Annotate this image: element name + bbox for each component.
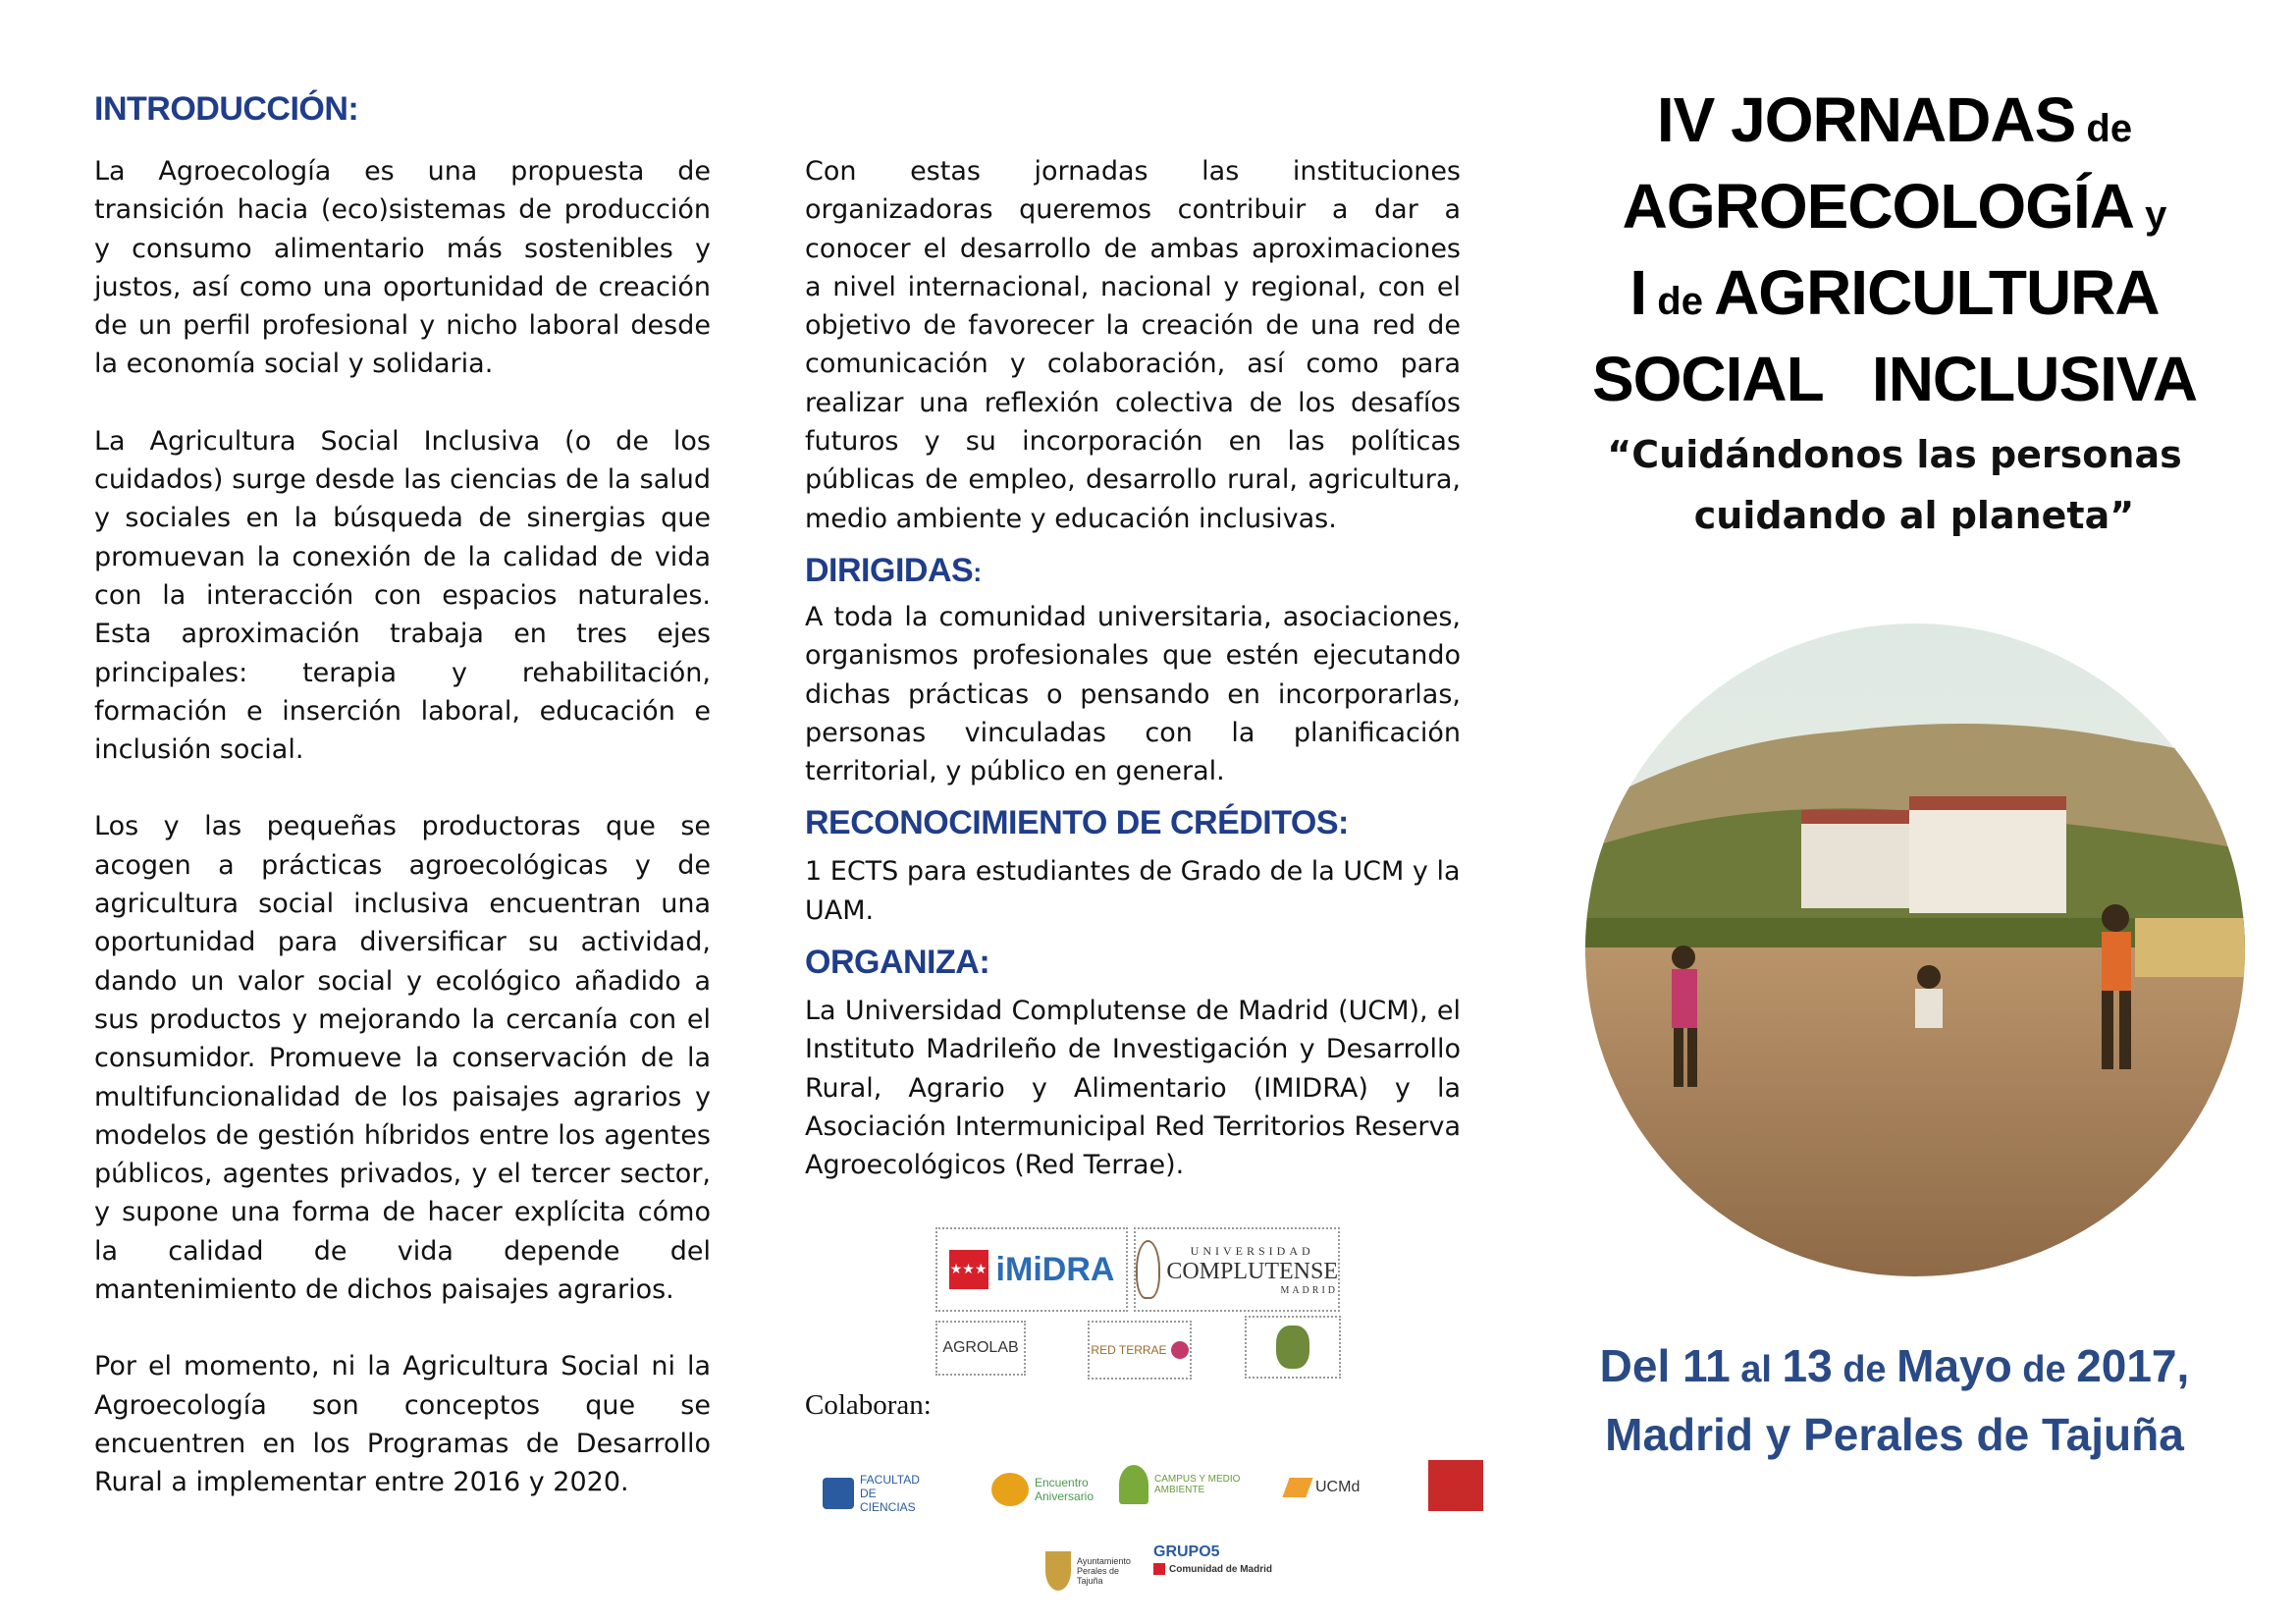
title-line-1: IV JORNADAS de <box>1656 84 2133 155</box>
ayuntamiento-logo: Ayuntamiento Perales de Tajuña <box>1045 1551 1136 1591</box>
title-line-3: I de AGRICULTURA <box>1629 257 2160 328</box>
details-column <box>805 152 1461 1185</box>
colaboran-label: Colaboran: <box>805 1389 932 1421</box>
leaf-emblem-icon <box>1276 1326 1309 1369</box>
red-terrae-logo <box>1088 1321 1192 1380</box>
dirigidas-heading: DIRIGIDAS: <box>805 551 982 589</box>
dirigidas-text: A toda la comunidad universitaria, asociaciones, organismos profesionales que estén ejecutando dichas prácticas o pensando en incorporarlas, personas vinculadas con la planificación territorial, y público en general. <box>805 601 1461 787</box>
agrolab-logo-text: AGROLAB <box>942 1339 1019 1356</box>
complutense-main-text: COMPLUTENSE <box>1166 1258 1338 1284</box>
facultad-ciencias-logo: FACULTAD DE CIENCIAS <box>823 1473 929 1514</box>
introduction-heading: INTRODUCCIÓN: <box>94 90 359 128</box>
intro-paragraph-3: Los y las pequeñas productoras que se acogen a prácticas agroecológicas y de agricultura social inclusiva encuentran una oportunidad para diversificar su actividad, dando un valor social y ecológico añadido a sus productos y mejorando la cercanía con el consumidor. Promueve la conservación de la multifuncionalidad de los paisajes agrarios y modelos de gestión híbridos entre los agentes públicos, agentes privados, y el tercer sector, y supone una forma de hacer explícita cómo la calidad de vida depende del mantenimiento de dichos paisajes agrarios. <box>94 811 711 1306</box>
tree-icon <box>1119 1465 1148 1504</box>
organiza-heading: ORGANIZA: <box>805 944 990 982</box>
grupo5-comunidad-logo: GRUPO5 Comunidad de Madrid <box>1153 1543 1272 1575</box>
intro-paragraph-2: La Agricultura Social Inclusiva (o de los cuidados) surge desde las ciencias de la salud y sociales en la búsqueda de sinergias que promuevan la conexión de la calidad de vida con la interacción con espacios naturales. Esta aproximación trabaja en tres ejes principales: terapia y rehabilitación, formación e inserción laboral, educación e inclusión social. <box>94 425 711 766</box>
red-terrae-logo-text: RED TERRAE <box>1091 1343 1167 1357</box>
ucm-x-icon <box>1282 1478 1312 1497</box>
aniversario-logo: Encuentro Aniversario <box>991 1473 1094 1506</box>
casa-logo <box>1428 1460 1483 1511</box>
complutense-bottom-text: MADRID <box>1280 1284 1338 1296</box>
title-line-4: SOCIAL INCLUSIVA <box>1591 344 2198 414</box>
casa-emblem-icon <box>1428 1460 1483 1511</box>
dates-line: Del 11 al 13 de Mayo de 2017, <box>1599 1340 2190 1391</box>
municipal-crest-icon <box>1045 1551 1071 1591</box>
imidra-logo-text: iMiDRA <box>995 1250 1115 1288</box>
ucm-logo: UCMd <box>1286 1478 1360 1497</box>
aniversario-emblem-icon <box>991 1473 1029 1506</box>
intro-paragraph-4: Por el momento, ni la Agricultura Social ni la Agroecología son conceptos que se encuentren en los Programas de Desarrollo Rural a implementar entre 2016 y 2020. <box>94 1351 711 1498</box>
ciencias-emblem-icon <box>823 1478 854 1509</box>
cover-column <box>1531 84 2258 546</box>
organiza-text: La Universidad Complutense de Madrid (UCM), el Instituto Madrileño de Investigación y Desarrollo Rural, Agrario y Alimentario (IMIDRA) y la Asociación Intermunicipal Red Territorios Reserva Agroecológicos (Red Terrae). <box>805 996 1461 1181</box>
complutense-crest-icon <box>1136 1240 1160 1299</box>
madrid-flag-icon: ★★★ <box>949 1250 988 1289</box>
comunidad-flag-icon <box>1153 1563 1165 1575</box>
farm-photo <box>1585 623 2245 1276</box>
intro-paragraph-1: La Agroecología es una propuesta de transición hacia (eco)sistemas de producción y consumo alimentario más sostenibles y justos, así como una oportunidad de creación de un perfil profesional y nicho laboral desde la economía social y solidaria. <box>94 156 711 380</box>
imidra-logo <box>935 1227 1128 1312</box>
objectives-paragraph: Con estas jornadas las instituciones organizadoras queremos contribuir a dar a conocer el desarrollo de ambas aproximaciones a nivel internacional, nacional y regional, con el objetivo de favorecer la creación de una red de comunicación y colaboración, así como para realizar una reflexión colectiva de los desafíos futuros y su incorporación en las políticas públicas de empleo, desarrollo rural, agricultura, medio ambiente y educación inclusivas. <box>805 156 1461 534</box>
red-terrae-emblem-icon <box>1171 1341 1189 1359</box>
motto <box>1531 424 2258 546</box>
creditos-heading: RECONOCIMIENTO DE CRÉDITOS: <box>805 804 1349 842</box>
title-line-2: AGROECOLOGÍA y <box>1622 171 2167 242</box>
location-line: Madrid y Perales de Tajuña <box>1605 1409 2184 1460</box>
complutense-top-text: UNIVERSIDAD <box>1190 1243 1314 1258</box>
agrolab-logo <box>935 1321 1026 1376</box>
introduction-column <box>94 90 711 1502</box>
reserva-agroecologica-logo <box>1245 1316 1341 1379</box>
motto-line-2: cuidando al planeta” <box>1693 494 2135 537</box>
campus-medio-ambiente-logo: CAMPUS Y MEDIO AMBIENTE <box>1119 1465 1253 1504</box>
event-dates <box>1531 1333 2258 1467</box>
creditos-text: 1 ECTS para estudiantes de Grado de la UCM y la UAM. <box>805 856 1461 926</box>
motto-line-1: “Cuidándonos las personas <box>1607 433 2182 476</box>
complutense-logo <box>1134 1227 1340 1312</box>
